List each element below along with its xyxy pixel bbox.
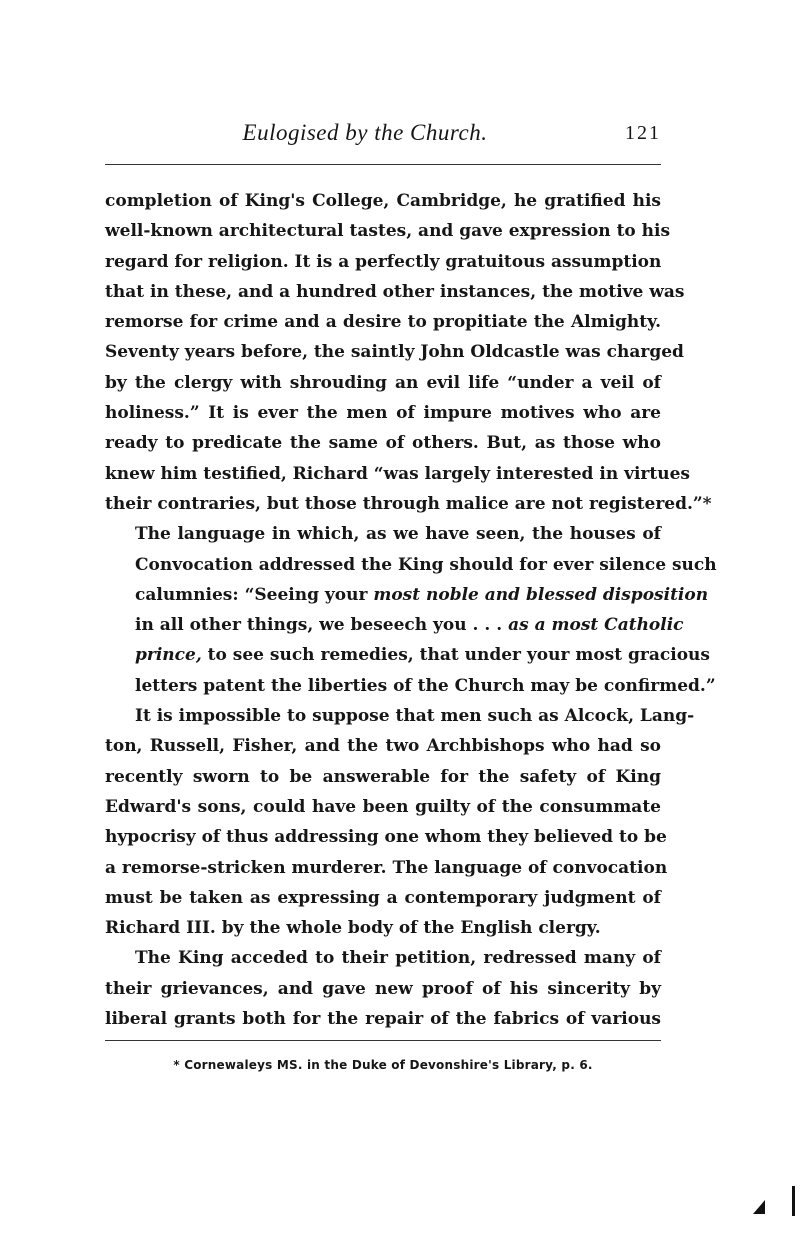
body-text xyxy=(105,186,717,1034)
text-line: must be taken as expressing a contemporary judgment of xyxy=(105,887,661,908)
paragraph-3 xyxy=(105,701,695,943)
text-line: ton, Russell, Fisher, and the two Archbishops who had so xyxy=(105,736,661,757)
text-line: remorse for crime and a desire to propitiate the Almighty. xyxy=(105,312,661,333)
footnote-marker: * xyxy=(173,1058,180,1072)
page-edge-bar xyxy=(792,1186,795,1216)
text-line: Seventy years before, the saintly John Oldcastle was charged xyxy=(105,342,684,363)
text-run: calumnies: “Seeing your xyxy=(135,584,374,605)
text-line: Convocation addressed the King should for ever silence such xyxy=(135,554,717,575)
text-line: by the clergy with shrouding an evil life “under a veil of xyxy=(105,372,661,393)
text-line: The King acceded to their petition, redressed many of xyxy=(135,948,661,969)
text-line: holiness.” It is ever the men of impure motives who are xyxy=(105,403,661,424)
corner-triangle-mark xyxy=(753,1200,765,1214)
text-line: that in these, and a hundred other instances, the motive was xyxy=(105,281,685,302)
text-run: in all other things, we beseech you . . . xyxy=(135,615,509,636)
text-run: to see such remedies, that under your most gracious xyxy=(201,645,710,666)
text-line: their grievances, and gave new proof of his sincerity by xyxy=(105,978,661,999)
paragraph-2 xyxy=(105,519,717,701)
text-line xyxy=(105,610,684,640)
text-line: hypocrisy of thus addressing one whom they believed to be xyxy=(105,827,667,848)
text-line xyxy=(105,580,709,610)
text-line: letters patent the liberties of the Church may be confirmed.” xyxy=(135,675,716,696)
italic-run: prince, xyxy=(135,645,202,666)
footnote-rule xyxy=(105,1040,661,1041)
text-line: liberal grants both for the repair of the fabrics of various xyxy=(105,1009,661,1030)
footnote xyxy=(105,1058,661,1072)
header-rule xyxy=(105,164,661,165)
italic-run: most noble and blessed disposition xyxy=(373,584,709,605)
text-line: ready to predicate the same of others. But, as those who xyxy=(105,433,661,454)
text-line: completion of King's College, Cambridge, he gratified his xyxy=(105,191,661,211)
text-line: their contraries, but those through malice are not registered.”* xyxy=(105,493,712,514)
running-header xyxy=(105,118,661,158)
text-line: Richard III. by the whole body of the English clergy. xyxy=(105,918,601,939)
text-line: well-known architectural tastes, and gave expression to his xyxy=(105,221,671,242)
footnote-text: Cornewaleys MS. in the Duke of Devonshire's Library, p. 6. xyxy=(184,1058,593,1072)
text-line: recently sworn to be answerable for the safety of King xyxy=(105,766,661,787)
text-line: a remorse-stricken murderer. The language of convocation xyxy=(105,857,668,878)
running-title: Eulogised by the Church. xyxy=(242,120,488,145)
text-line: regard for religion. It is a perfectly gratuitous assumption xyxy=(105,251,662,272)
text-line: Edward's sons, could have been guilty of the consummate xyxy=(105,796,661,817)
page-number: 121 xyxy=(625,122,661,144)
paragraph-1 xyxy=(105,186,712,519)
text-line xyxy=(105,640,710,670)
italic-run: as a most Catholic xyxy=(508,615,684,636)
text-line: It is impossible to suppose that men such as Alcock, Lang- xyxy=(135,706,695,727)
paragraph-4 xyxy=(105,943,661,1034)
text-line: The language in which, as we have seen, the houses of xyxy=(135,524,661,545)
text-line: knew him testified, Richard “was largely interested in virtues xyxy=(105,463,690,484)
